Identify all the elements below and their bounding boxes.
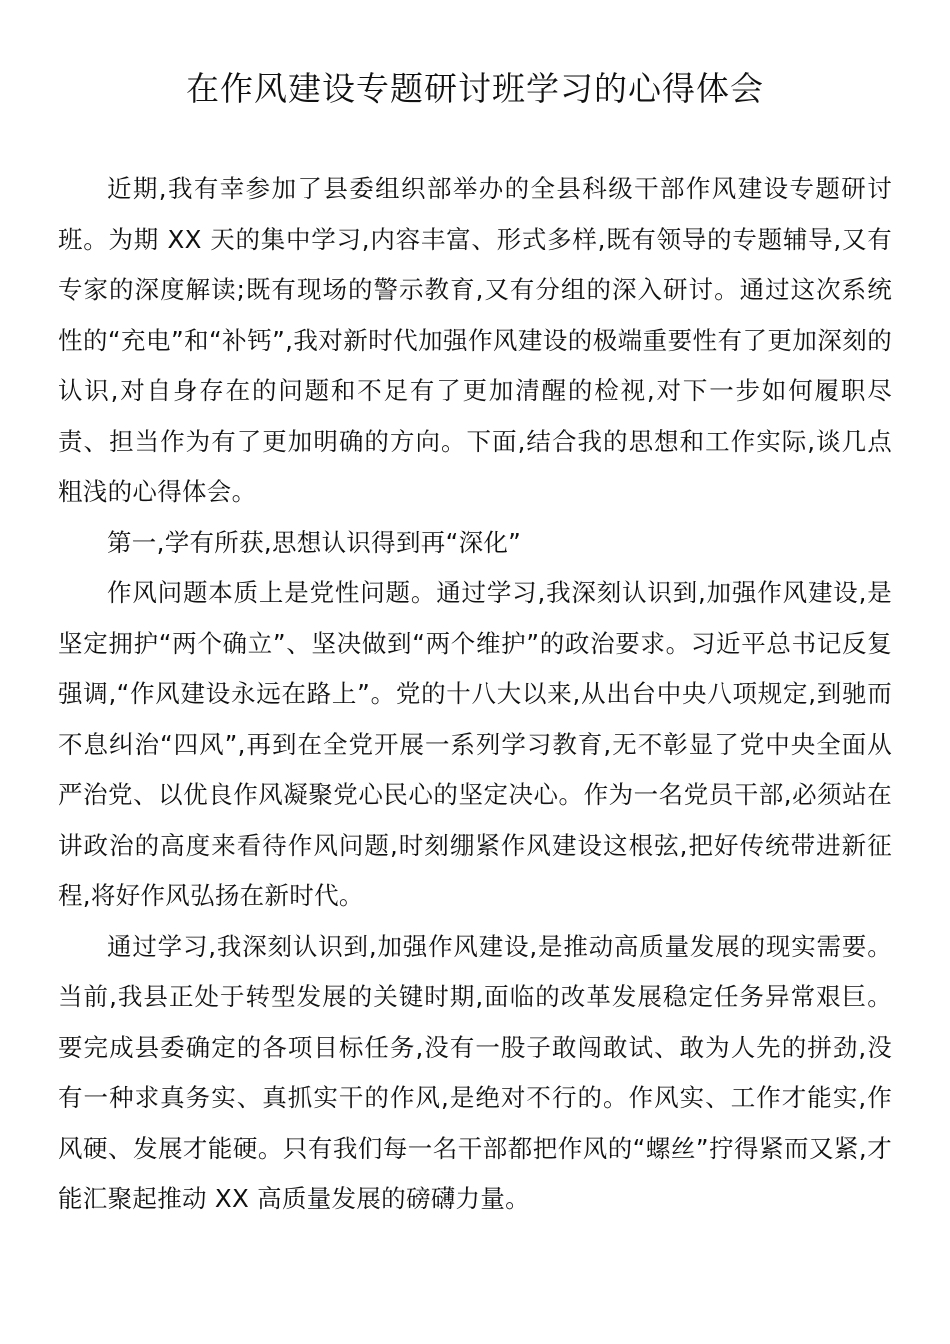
document-body: [58, 164, 892, 1225]
paragraph-development: 通过学习,我深刻认识到,加强作风建设,是推动高质量发展的现实需要。当前,我县正处于转型发展的关键时期,面临的改革发展稳定任务异常艰巨。要完成县委确定的各项目标任务,没有一股子敢闯敢试、敢为人先的拼劲,没有一种求真务实、真抓实干的作风,是绝对不行的。作风实、工作才能实,作风硬、发展才能硬。只有我们每一名干部都把作风的“螺丝”拧得紧而又紧,才能汇聚起推动 XX 高质量发展的磅礴力量。: [58, 931, 892, 1213]
section-heading-first: 第一,学有所获,思想认识得到再“深化”: [107, 527, 522, 557]
paragraph-political: 作风问题本质上是党性问题。通过学习,我深刻认识到,加强作风建设,是坚定拥护“两个确立”、坚决做到“两个维护”的政治要求。习近平总书记反复强调,“作风建设永远在路上”。党的十八大以来,从出台中央八项规定,到驰而不息纠治“四风”,再到在全党开展一系列学习教育,无不彰显了党中央全面从严治党、以优良作风凝聚党心民心的坚定决心。作为一名党员干部,必须站在讲政治的高度来看待作风问题,时刻绷紧作风建设这根弦,把好传统带进新征程,将好作风弘扬在新时代。: [58, 578, 892, 910]
paragraph-intro: 近期,我有幸参加了县委组织部举办的全县科级干部作风建设专题研讨班。为期 XX 天的集中学习,内容丰富、形式多样,既有领导的专题辅导,又有专家的深度解读;既有现场的警示教育,又有分组的深入研讨。通过这次系统性的“充电”和“补钙”,我对新时代加强作风建设的极端重要性有了更加深刻的认识,对自身存在的问题和不足有了更加清醒的检视,对下一步如何履职尽责、担当作为有了更加明确的方向。下面,结合我的思想和工作实际,谈几点粗浅的心得体会。: [58, 174, 892, 506]
document-title: 在作风建设专题研讨班学习的心得体会: [186, 69, 764, 108]
